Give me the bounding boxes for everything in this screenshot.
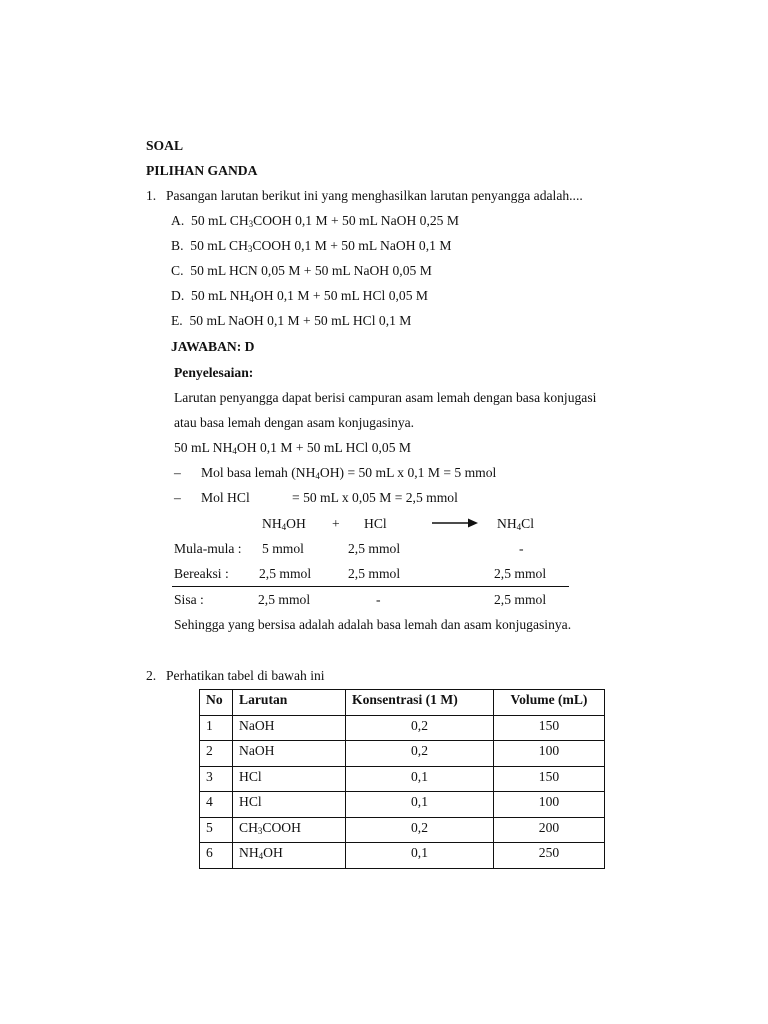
option-b (171, 237, 451, 255)
option-text: 50 mL NH (191, 288, 250, 303)
option-text: 50 mL CH (191, 213, 249, 228)
mrs-label-mula: Mula-mula : (174, 541, 242, 556)
solution-line-3 (174, 439, 411, 457)
question-1-number: 1. (146, 188, 157, 203)
cell-larutan (233, 792, 346, 818)
subscript: 4 (315, 471, 320, 481)
subscript: 3 (247, 244, 253, 254)
header-no: No (200, 690, 233, 716)
mrs-value: - (519, 541, 524, 556)
cell-larutan (233, 817, 346, 843)
plus-sign: + (332, 516, 340, 531)
formula-text: NH (497, 516, 517, 531)
cell-volume: 200 (494, 817, 605, 843)
product-nh4cl (497, 515, 534, 533)
mrs-value: - (376, 592, 381, 607)
cell-konsentrasi: 0,2 (346, 715, 494, 741)
mrs-value: 2,5 mmol (259, 566, 312, 581)
cell-no: 1 (200, 715, 233, 741)
mrs-value: 2,5 mmol (348, 566, 401, 581)
cell-volume: 250 (494, 843, 605, 869)
table-row (200, 843, 605, 869)
option-d (171, 287, 428, 305)
formula-text: OH) = 50 mL x 0,1 M = 5 mmol (319, 465, 497, 480)
formula-text: HCl (239, 794, 262, 809)
table-row (200, 817, 605, 843)
cell-volume: 150 (494, 715, 605, 741)
option-letter: E. (171, 313, 183, 328)
solution-table (199, 689, 605, 869)
cell-konsentrasi: 0,1 (346, 843, 494, 869)
table-row (200, 766, 605, 792)
mrs-value: 2,5 mmol (348, 541, 401, 556)
mrs-label-bereaksi: Bereaksi : (174, 566, 229, 581)
table-row (200, 715, 605, 741)
formula-text: NaOH (239, 743, 275, 758)
formula-text: Cl (521, 516, 534, 531)
cell-no: 3 (200, 766, 233, 792)
subscript: 4 (281, 522, 287, 532)
cell-larutan (233, 715, 346, 741)
option-text: 50 mL HCN 0,05 M + 50 mL NaOH 0,05 M (190, 263, 432, 278)
solution-line-1: Larutan penyangga dapat berisi campuran asam lemah dengan basa konjugasi (174, 390, 597, 405)
formula-text: NH (239, 845, 259, 860)
formula-text: Mol basa lemah (NH (201, 465, 316, 480)
option-letter: B. (171, 238, 184, 253)
formula-text: CH (239, 819, 258, 835)
option-text: COOH 0,1 M + 50 mL NaOH 0,25 M (253, 213, 459, 228)
formula-text: NH (262, 516, 282, 531)
cell-no: 6 (200, 843, 233, 869)
mol-hcl-label: Mol HCl (201, 490, 250, 505)
formula-text: HCl (239, 768, 262, 784)
table-header-row (200, 690, 605, 716)
cell-no: 5 (200, 817, 233, 843)
subscript: 4 (249, 294, 254, 304)
header-volume: Volume (mL) (494, 690, 605, 716)
header-konsentrasi: Konsentrasi (1 M) (346, 690, 494, 716)
option-text: 50 mL CH (190, 238, 248, 253)
mrs-label-sisa: Sisa : (174, 592, 204, 607)
mrs-value: 2,5 mmol (494, 566, 547, 581)
subscript: 4 (516, 522, 522, 532)
mrs-value: 2,5 mmol (258, 592, 311, 607)
table-row (200, 741, 605, 767)
cell-konsentrasi: 0,2 (346, 741, 494, 767)
cell-konsentrasi: 0,1 (346, 792, 494, 818)
heading-pilihan-ganda: PILIHAN GANDA (146, 163, 258, 178)
formula-text: OH 0,1 M + 50 mL HCl 0,05 M (236, 440, 411, 455)
reactant-nh4oh (262, 515, 306, 533)
formula-text: NaOH (239, 717, 275, 733)
subscript: 3 (248, 219, 254, 229)
answer-label: JAWABAN: D (171, 339, 255, 354)
option-a (171, 212, 459, 230)
option-text: OH 0,1 M + 50 mL HCl 0,05 M (253, 288, 428, 303)
reaction-arrow-icon (432, 517, 478, 529)
mol-hcl-value: = 50 mL x 0,05 M = 2,5 mmol (292, 490, 458, 505)
dash-bullet: – (174, 465, 181, 480)
mrs-value: 5 mmol (262, 541, 304, 556)
option-text: 50 mL NaOH 0,1 M + 50 mL HCl 0,1 M (189, 313, 412, 328)
dash-bullet: – (174, 490, 181, 505)
cell-konsentrasi: 0,1 (346, 766, 494, 792)
subscript: 3 (257, 825, 263, 836)
cell-volume: 100 (494, 792, 605, 818)
option-text: COOH 0,1 M + 50 mL NaOH 0,1 M (252, 238, 452, 253)
formula-text: 50 mL NH (174, 440, 233, 455)
option-letter: A. (171, 213, 185, 228)
formula-text: OH (263, 845, 283, 860)
conclusion-text: Sehingga yang bersisa adalah adalah basa lemah dan asam konjugasinya. (174, 617, 572, 632)
cell-larutan (233, 843, 346, 869)
cell-no: 2 (200, 741, 233, 767)
subscript: 4 (232, 446, 237, 456)
table-row (200, 792, 605, 818)
solution-line-2: atau basa lemah dengan asam konjugasinya. (174, 415, 415, 430)
question-1-text: Pasangan larutan berikut ini yang menghasilkan larutan penyangga adalah.... (166, 188, 583, 203)
cell-larutan (233, 741, 346, 767)
mrs-value: 2,5 mmol (494, 592, 547, 607)
formula-text: COOH (262, 819, 301, 835)
option-letter: D. (171, 288, 185, 303)
solution-title: Penyelesaian: (174, 365, 254, 380)
question-2-number: 2. (146, 668, 157, 683)
cell-volume: 100 (494, 741, 605, 767)
cell-konsentrasi: 0,2 (346, 817, 494, 843)
mrs-divider (172, 586, 569, 587)
formula-text: OH (286, 516, 306, 531)
cell-no: 4 (200, 792, 233, 818)
cell-volume: 150 (494, 766, 605, 792)
question-2-text: Perhatikan tabel di bawah ini (166, 668, 325, 683)
option-letter: C. (171, 263, 184, 278)
option-c (171, 262, 432, 280)
option-e (171, 312, 411, 330)
subscript: 4 (258, 851, 264, 861)
cell-larutan (233, 766, 346, 792)
header-larutan: Larutan (233, 690, 346, 716)
mol-base-line (201, 464, 496, 482)
reactant-hcl: HCl (364, 516, 387, 531)
heading-soal: SOAL (146, 138, 184, 153)
